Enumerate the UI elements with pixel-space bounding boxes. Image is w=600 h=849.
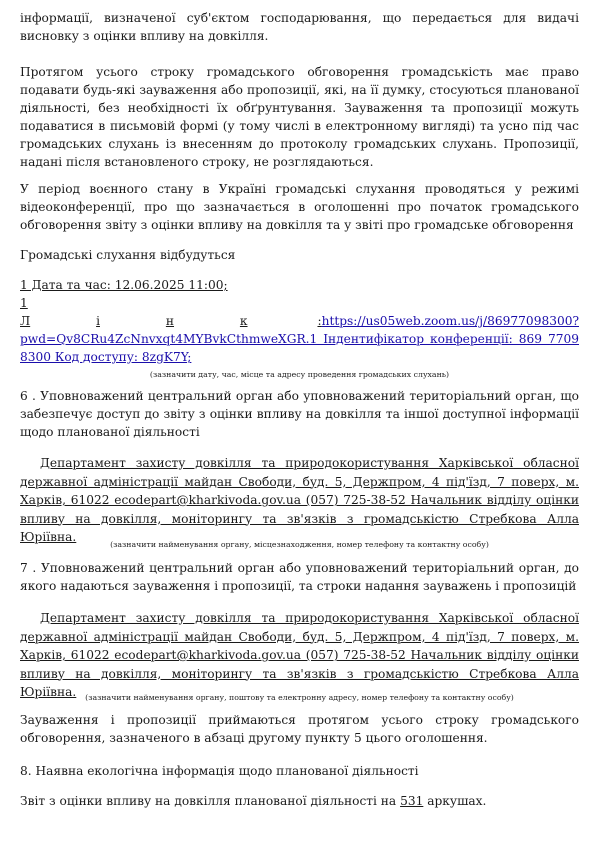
hearing-details xyxy=(20,276,579,380)
section8-report: Звіт з оцінки впливу на довкілля планованої діяльності на 531 аркушах. xyxy=(20,794,487,808)
zoom-link-cont[interactable]: pwd=Qv8CRu4ZcNnvxqt4MYBvkCthmweXGR.1 Індентифікатор конференції: 869 7709 xyxy=(20,332,579,346)
section8-heading: 8. Наявна екологічна інформація щодо планованої діяльності xyxy=(20,764,419,778)
link-label: Л і н к xyxy=(20,314,248,328)
zoom-access-code[interactable]: 8300 Код доступу: 8zgK7Y; xyxy=(20,350,192,364)
hearing-number: 1 xyxy=(20,296,28,310)
section7-body: Департамент захисту довкілля та природокористування Харківської обласної державної адміністрації майдан Свободи, буд. 5, Держпром, 4 під'їзд, 7 поверх, м. Харків, 61022 ecodepart@kharkivoda.gov.ua (057) 725-38-52 Начальник відділу оцінки впливу на довкілля, моніторингу та зв'язків з громадськістю Стребкова Алла Юріївна. xyxy=(20,611,579,699)
hearing-link-line: Л і н к : https://us05web.zoom.us/j/86977098300? xyxy=(20,314,579,328)
section6-heading: 6 . Уповноважений центральний орган або уповноважений територіальний орган, що забезпечує доступ до звіту з оцінки впливу на довкілля та іншої доступної інформації щодо планованої діяльності xyxy=(20,389,579,439)
paragraph-public-rights: Протягом усього строку громадського обговорення громадськість має право подавати будь-які зауваження або пропозиції, які, на її думку, стосуються планованої діяльності, без необхідності їх обґрунтування. Зауваження та пропозиції можуть подаватися в письмовій формі (у тому числі в електронному вигляді) та усно під час громадських слухань із внесенням до протоколу громадських слухань. Пропозиції, надані після встановленого строку, не розглядаються. xyxy=(20,65,579,169)
hearing-note: (зазначити дату, час, місце та адресу проведення громадських слухань) xyxy=(149,370,450,379)
section6-note: (зазначити найменування органу, місцезнаходження, номер телефону та контактну особу) xyxy=(110,540,489,549)
hearing-datetime: 1 Дата та час: 12.06.2025 11:00; xyxy=(20,278,228,292)
paragraph-hearings-intro: Громадські слухання відбудуться xyxy=(20,248,236,262)
paragraph-martial-law: У період воєнного стану в Україні громадські слухання проводяться у режимі відеоконференції, про що зазначається в оголошенні про початок громадського обговорення звіту з оцінки впливу на довкілля та у звіті про громадське обговорення xyxy=(20,182,579,232)
report-pages-count: 531 xyxy=(400,794,424,808)
section7-remarks: Зауваження і пропозиції приймаються протягом усього строку громадського обговорення, зазначеного в абзаці другому пункту 5 цього оголошення. xyxy=(20,713,579,745)
zoom-link[interactable]: https://us05web.zoom.us/j/86977098300? xyxy=(321,314,579,328)
section7-note: (зазначити найменування органу, поштову та електронну адресу, номер телефону та контактну особу) xyxy=(85,693,514,702)
section6-body: Департамент захисту довкілля та природокористування Харківської обласної державної адміністрації майдан Свободи, буд. 5, Держпром, 4 під'їзд, 7 поверх, м. Харків, 61022 ecodepart@kharkivoda.gov.ua (057) 725-38-52 Начальник відділу оцінки впливу на довкілля, моніторингу та зв'язків з громадськістю Стребкова Алла Юріївна. xyxy=(20,456,579,544)
paragraph-info-continuation: інформації, визначеної суб'єктом господарювання, що передається для видачі висновку з оцінки впливу на довкілля. xyxy=(20,11,579,43)
section7-heading: 7 . Уповноважений центральний орган або уповноважений територіальний орган, до якого надаються зауваження і пропозиції, та строки надання зауважень і пропозицій xyxy=(20,561,579,593)
